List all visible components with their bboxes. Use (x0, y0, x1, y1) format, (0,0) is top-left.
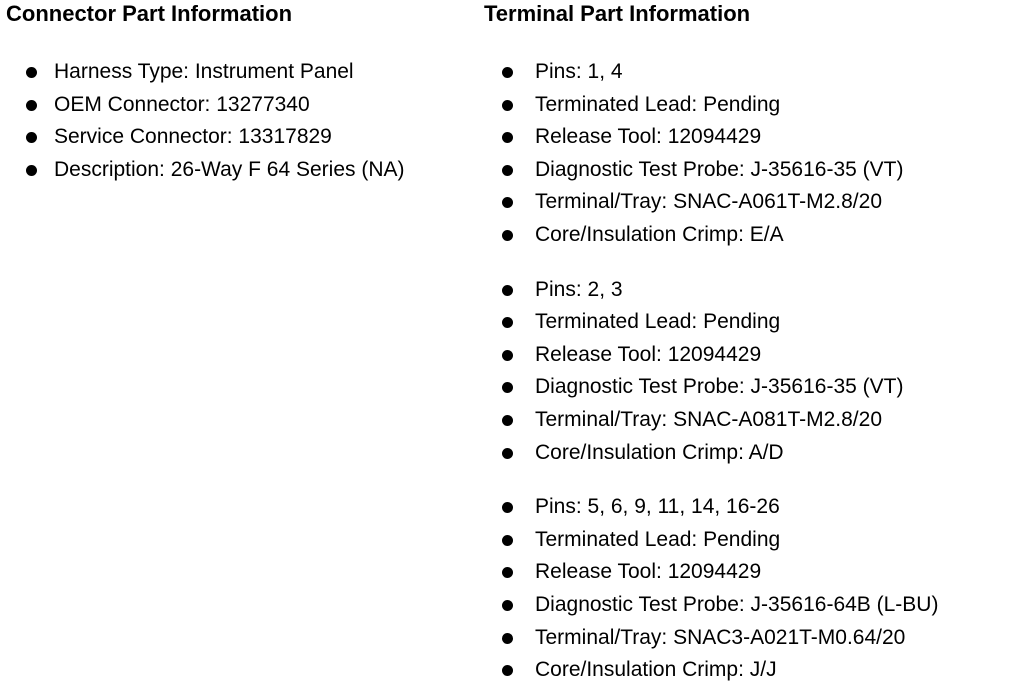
list-item-text: Terminal/Tray: SNAC3-A021T-M0.64/20 (535, 625, 906, 649)
list-item-text: Core/Insulation Crimp: E/A (535, 222, 784, 246)
list-item-text: Release Tool: 12094429 (535, 342, 762, 366)
connector-part-section (6, 0, 476, 186)
bullet-icon (502, 448, 513, 459)
bullet-icon (26, 132, 37, 143)
list-item-text: Diagnostic Test Probe: J-35616-64B (L-BU) (535, 592, 939, 616)
list-item-text: Terminal/Tray: SNAC-A081T-M2.8/20 (535, 407, 883, 431)
bullet-icon (502, 535, 513, 546)
bullet-icon (502, 415, 513, 426)
bullet-icon (502, 67, 513, 78)
list-item (484, 654, 1022, 687)
terminal-group-3 (484, 491, 1022, 687)
bullet-icon (502, 285, 513, 296)
connector-part-heading: Connector Part Information (6, 1, 293, 26)
terminal-group-1 (484, 56, 1022, 252)
list-item-text: Description: 26-Way F 64 Series (NA) (54, 157, 405, 181)
bullet-icon (502, 132, 513, 143)
list-item (484, 274, 1022, 307)
list-item-text: Core/Insulation Crimp: A/D (535, 440, 784, 464)
list-item (484, 371, 1022, 404)
list-item (484, 339, 1022, 372)
connector-part-list (6, 56, 476, 186)
terminal-group-2 (484, 274, 1022, 470)
bullet-icon (502, 633, 513, 644)
list-item (6, 121, 476, 154)
list-item (484, 556, 1022, 589)
list-item-text: Pins: 5, 6, 9, 11, 14, 16-26 (535, 495, 780, 519)
list-item (484, 524, 1022, 557)
list-item (484, 589, 1022, 622)
list-item (484, 404, 1022, 437)
list-item-text: Pins: 1, 4 (535, 60, 623, 83)
list-item (484, 437, 1022, 470)
bullet-icon (502, 600, 513, 611)
list-item-text: Release Tool: 12094429 (535, 125, 762, 149)
list-item (484, 56, 1022, 89)
bullet-icon (502, 567, 513, 578)
list-item-text: Release Tool: 12094429 (535, 560, 762, 584)
list-item-text: Service Connector: 13317829 (54, 125, 332, 149)
bullet-icon (502, 317, 513, 328)
list-item (6, 154, 476, 187)
list-item (484, 154, 1022, 187)
bullet-icon (502, 100, 513, 111)
bullet-icon (502, 382, 513, 393)
bullet-icon (26, 100, 37, 111)
list-item (6, 89, 476, 122)
list-item-text: Diagnostic Test Probe: J-35616-35 (VT) (535, 375, 904, 399)
bullet-icon (502, 502, 513, 513)
list-item-text: Terminated Lead: Pending (535, 310, 781, 334)
bullet-icon (502, 197, 513, 208)
list-item-text: Diagnostic Test Probe: J-35616-35 (VT) (535, 157, 904, 181)
list-item (484, 121, 1022, 154)
bullet-icon (26, 67, 37, 78)
list-item (484, 622, 1022, 655)
bullet-icon (26, 165, 37, 176)
list-item-text: OEM Connector: 13277340 (54, 92, 310, 116)
bullet-icon (502, 665, 513, 676)
list-item-text: Terminated Lead: Pending (535, 527, 781, 551)
list-item (484, 491, 1022, 524)
list-item (484, 219, 1022, 252)
bullet-icon (502, 230, 513, 241)
bullet-icon (502, 165, 513, 176)
list-item (484, 306, 1022, 339)
list-item-text: Harness Type: Instrument Panel (54, 60, 354, 83)
list-item (6, 56, 476, 89)
list-item (484, 89, 1022, 122)
bullet-icon (502, 350, 513, 361)
terminal-part-heading: Terminal Part Information (484, 1, 751, 26)
list-item-text: Terminated Lead: Pending (535, 92, 781, 116)
list-item-text: Core/Insulation Crimp: J/J (535, 658, 777, 682)
list-item-text: Pins: 2, 3 (535, 277, 623, 301)
terminal-part-section (484, 0, 1022, 687)
list-item (484, 186, 1022, 219)
list-item-text: Terminal/Tray: SNAC-A061T-M2.8/20 (535, 190, 883, 214)
